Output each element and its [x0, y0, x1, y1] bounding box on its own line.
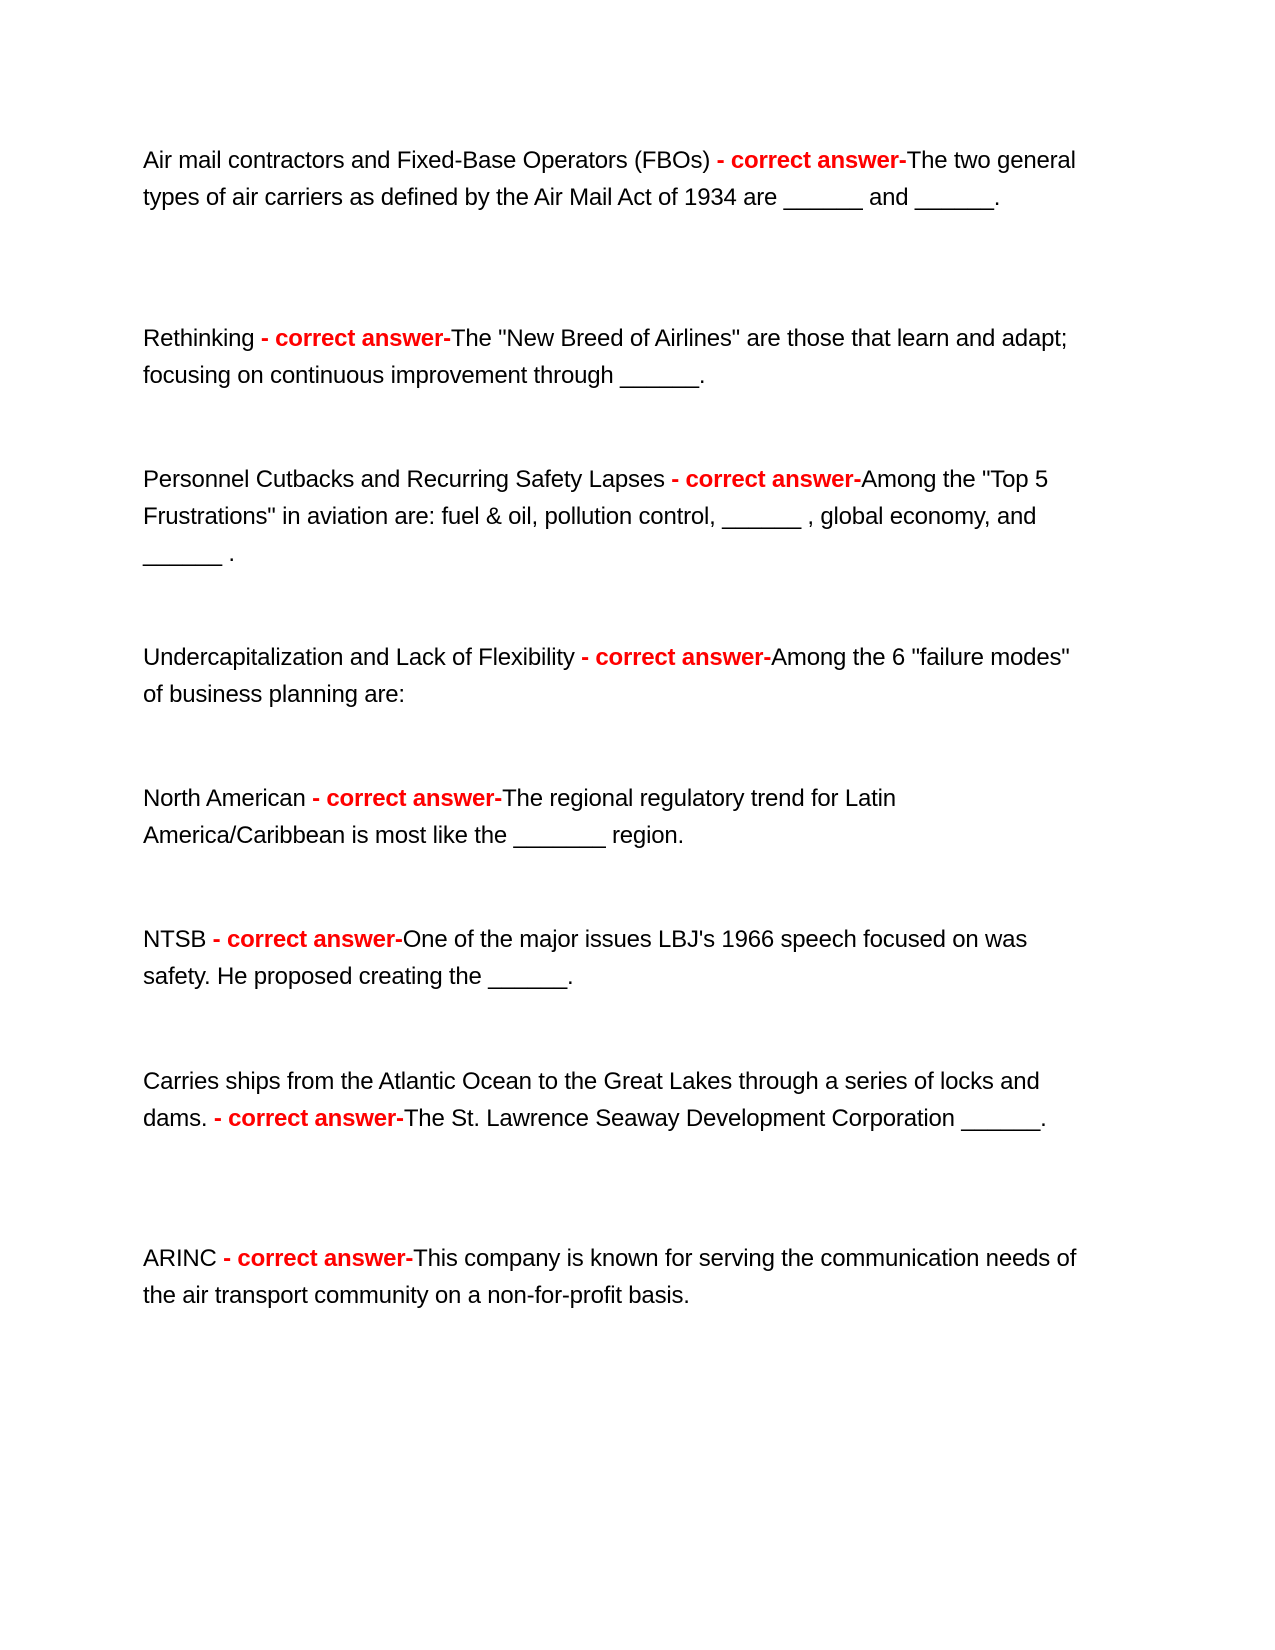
answer-text: Carries ships from the Atlantic Ocean to the Great Lakes through a series of locks and dams.	[143, 1068, 1040, 1132]
qa-entry	[143, 142, 1083, 216]
correct-answer-marker: - correct answer-	[305, 785, 503, 812]
question-text: Among the 6 "failure modes" of business planning are:	[143, 644, 1070, 708]
answer-text: North American	[143, 785, 306, 812]
correct-answer-marker: - correct answer-	[574, 644, 772, 671]
question-text: The St. Lawrence Seaway Development Corporation ______.	[403, 1105, 1047, 1132]
question-text: The two general types of air carriers as defined by the Air Mail Act of 1934 are ______ and ______.	[143, 147, 1076, 211]
question-text: One of the major issues LBJ's 1966 speech focused on was safety. He proposed creating the ______.	[143, 926, 1028, 990]
answer-text: Personnel Cutbacks and Recurring Safety Lapses	[143, 466, 665, 493]
correct-answer-marker: - correct answer-	[664, 466, 862, 493]
question-text: The regional regulatory trend for Latin America/Caribbean is most like the _______ region.	[143, 785, 896, 849]
correct-answer-marker: - correct answer-	[216, 1245, 414, 1272]
qa-entry	[143, 921, 1083, 995]
answer-text: Air mail contractors and Fixed-Base Operators (FBOs)	[143, 147, 711, 174]
qa-entry	[143, 639, 1083, 713]
question-text: Among the "Top 5 Frustrations" in aviation are: fuel & oil, pollution control, ______ , global economy, and ______ .	[143, 466, 1049, 567]
answer-text: Rethinking	[143, 325, 255, 352]
qa-entry	[143, 1063, 1083, 1137]
question-text: The "New Breed of Airlines" are those that learn and adapt; focusing on continuous improvement through ______.	[143, 325, 1068, 389]
qa-entry	[143, 320, 1083, 394]
answer-text: ARINC	[143, 1245, 217, 1272]
qa-entry	[143, 461, 1083, 572]
qa-entry	[143, 1240, 1083, 1314]
correct-answer-marker: - correct answer-	[207, 1105, 404, 1132]
qa-entry	[143, 780, 1083, 854]
correct-answer-marker: - correct answer-	[206, 926, 403, 953]
answer-text: NTSB	[143, 926, 207, 953]
question-text: This company is known for serving the communication needs of the air transport community on a non-for-profit basis.	[143, 1245, 1077, 1309]
answer-text: Undercapitalization and Lack of Flexibility	[143, 644, 575, 671]
correct-answer-marker: - correct answer-	[254, 325, 451, 352]
correct-answer-marker: - correct answer-	[710, 147, 907, 174]
